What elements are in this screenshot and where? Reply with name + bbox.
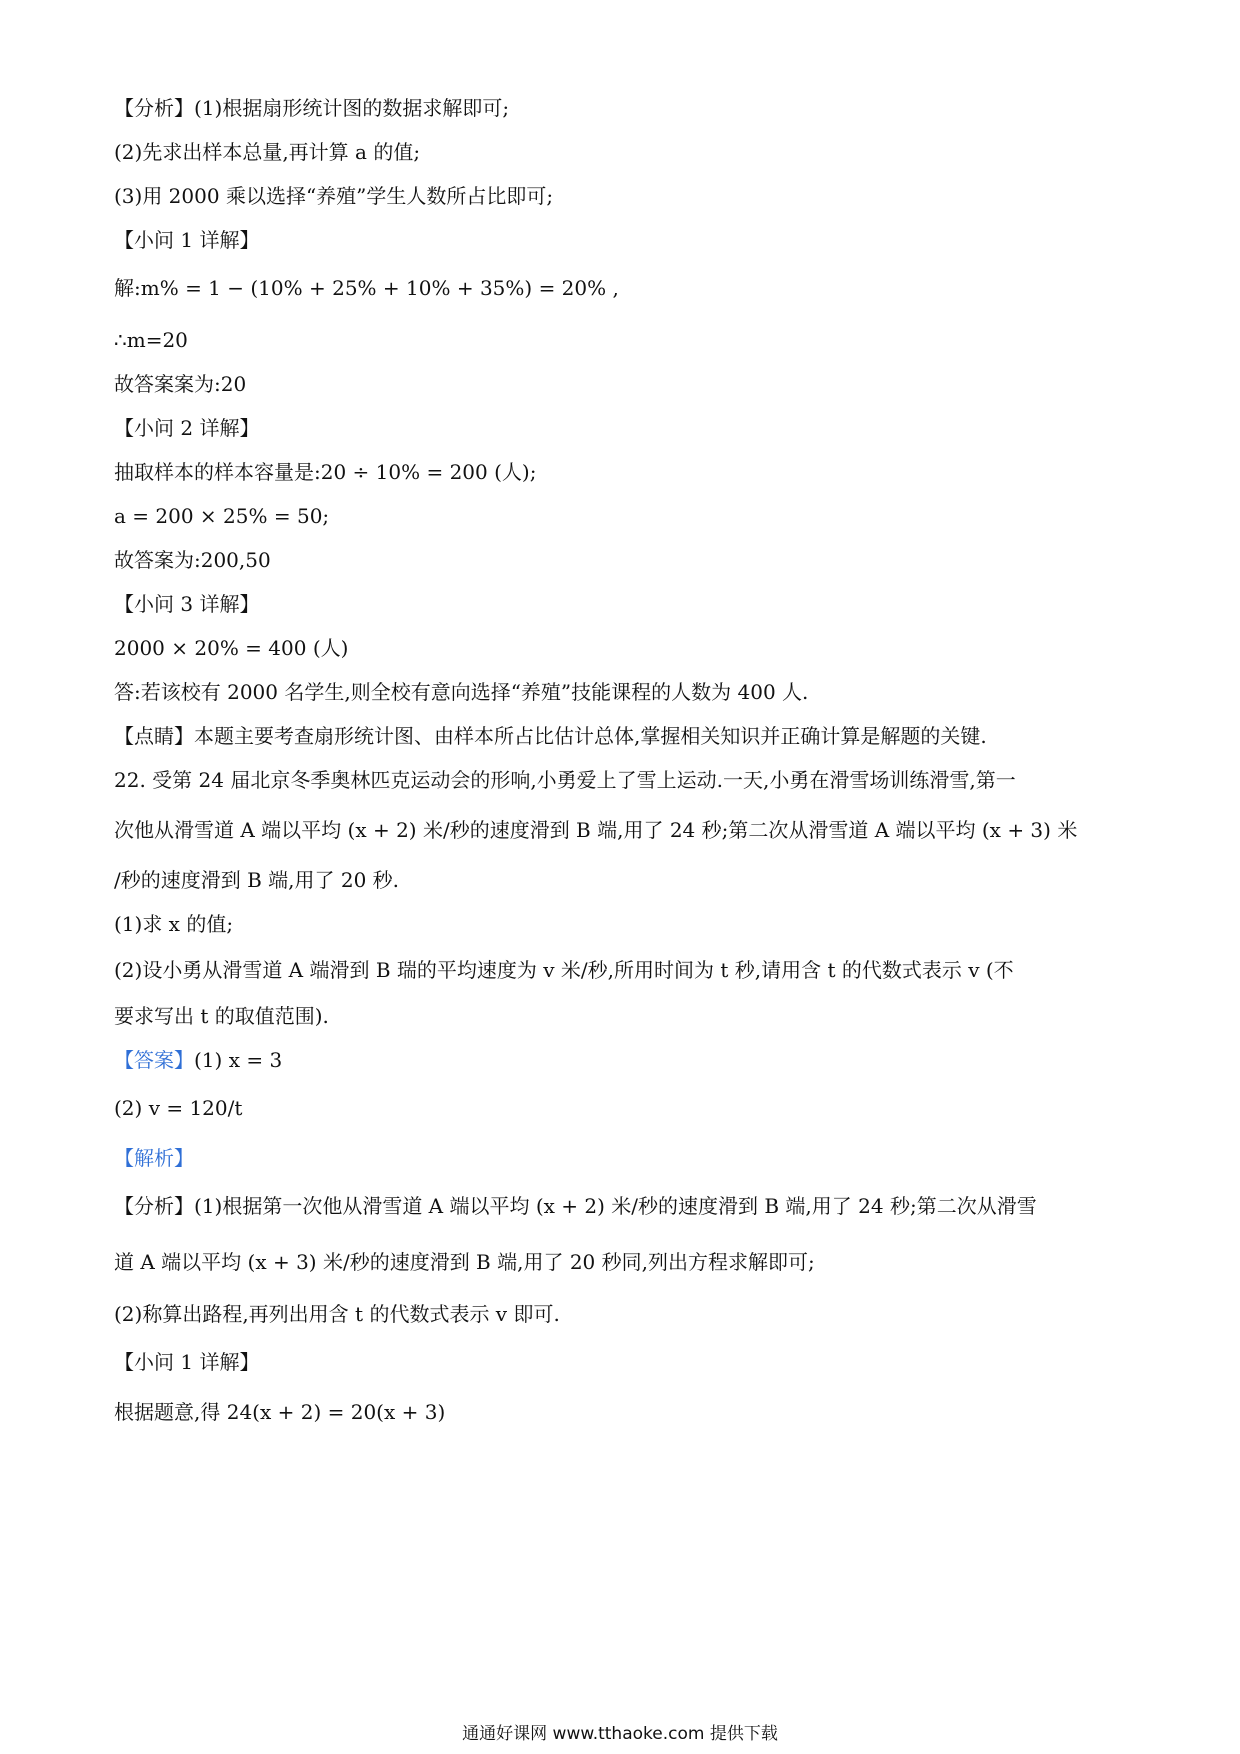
- calculation-line-3: 2000 × 20% = 400 (人): [114, 636, 349, 660]
- question-22-line-2: 次他从滑雪道 A 端以平均 (x + 2) 米/秒的速度滑到 B 端,用了 24 秒;第二次从滑雪道 A 端以平均 (x + 3) 米: [114, 818, 1078, 842]
- analysis-22-line-1: 【分析】(1)根据第一次他从滑雪道 A 端以平均 (x + 2) 米/秒的速度滑到 B 端,用了 24 秒;第二次从滑雪: [114, 1194, 1037, 1218]
- question-22-part-2-line-2: 要求写出 t 的取值范围).: [114, 1004, 329, 1028]
- therefore-m: ∴m=20: [114, 328, 188, 352]
- subquestion-3-heading: 【小问 3 详解】: [114, 592, 260, 616]
- explanation-label: 【解析】: [114, 1146, 194, 1170]
- answer-line-1: 故答案案为:20: [114, 372, 247, 396]
- sample-size-line: 抽取样本的样本容量是:20 ÷ 10% = 200 (人);: [114, 460, 537, 484]
- page-footer: 通通好课网 www.tthaoke.com 提供下载: [462, 1724, 778, 1744]
- answer-part-1: (1) x = 3: [194, 1048, 283, 1072]
- answer-line-2: 故答案为:200,50: [114, 548, 271, 572]
- analysis-line-1: 【分析】(1)根据扇形统计图的数据求解即可;: [114, 96, 510, 120]
- analysis-line-2: (2)先求出样本总量,再计算 a 的值;: [114, 140, 421, 164]
- solution-equation-m: 解:m% = 1 − (10% + 25% + 10% + 35%) = 20% ,: [114, 276, 619, 300]
- answer-label: 【答案】: [114, 1048, 194, 1072]
- question-22-part-2-line-1: (2)设小勇从滑雪道 A 端滑到 B 瑞的平均速度为 v 米/秒,所用时间为 t 秒,请用含 t 的代数式表示 v (不: [114, 958, 1014, 982]
- answer-part-2: (2) v = 120/t: [114, 1096, 243, 1120]
- analysis-22-line-3: (2)称算出路程,再列出用含 t 的代数式表示 v 即可.: [114, 1302, 560, 1326]
- question-22-part-1: (1)求 x 的值;: [114, 912, 234, 936]
- subquestion-1-heading-22: 【小问 1 详解】: [114, 1350, 260, 1374]
- analysis-22-line-2: 道 A 端以平均 (x + 3) 米/秒的速度滑到 B 端,用了 20 秒同,列出方程求解即可;: [114, 1250, 815, 1274]
- question-22-line-1: 22. 受第 24 届北京冬季奥林匹克运动会的形响,小勇爱上了雪上运动.一天,小勇在滑雪场训练滑雪,第一: [114, 768, 1016, 792]
- equation-line-22: 根据题意,得 24(x + 2) = 20(x + 3): [114, 1400, 446, 1424]
- question-22-line-3: /秒的速度滑到 B 端,用了 20 秒.: [114, 868, 400, 892]
- answer-row-1: [114, 1045, 1130, 1075]
- answer-line-3: 答:若该校有 2000 名学生,则全校有意向选择“养殖”技能课程的人数为 400 人.: [114, 680, 809, 704]
- key-point-line: 【点睛】本题主要考查扇形统计图、由样本所占比估计总体,掌握相关知识并正确计算是解题的关键.: [114, 724, 987, 748]
- subquestion-2-heading: 【小问 2 详解】: [114, 416, 260, 440]
- analysis-line-3: (3)用 2000 乘以选择“养殖”学生人数所占比即可;: [114, 184, 554, 208]
- a-value-line: a = 200 × 25% = 50;: [114, 504, 330, 528]
- subquestion-1-heading: 【小问 1 详解】: [114, 228, 260, 252]
